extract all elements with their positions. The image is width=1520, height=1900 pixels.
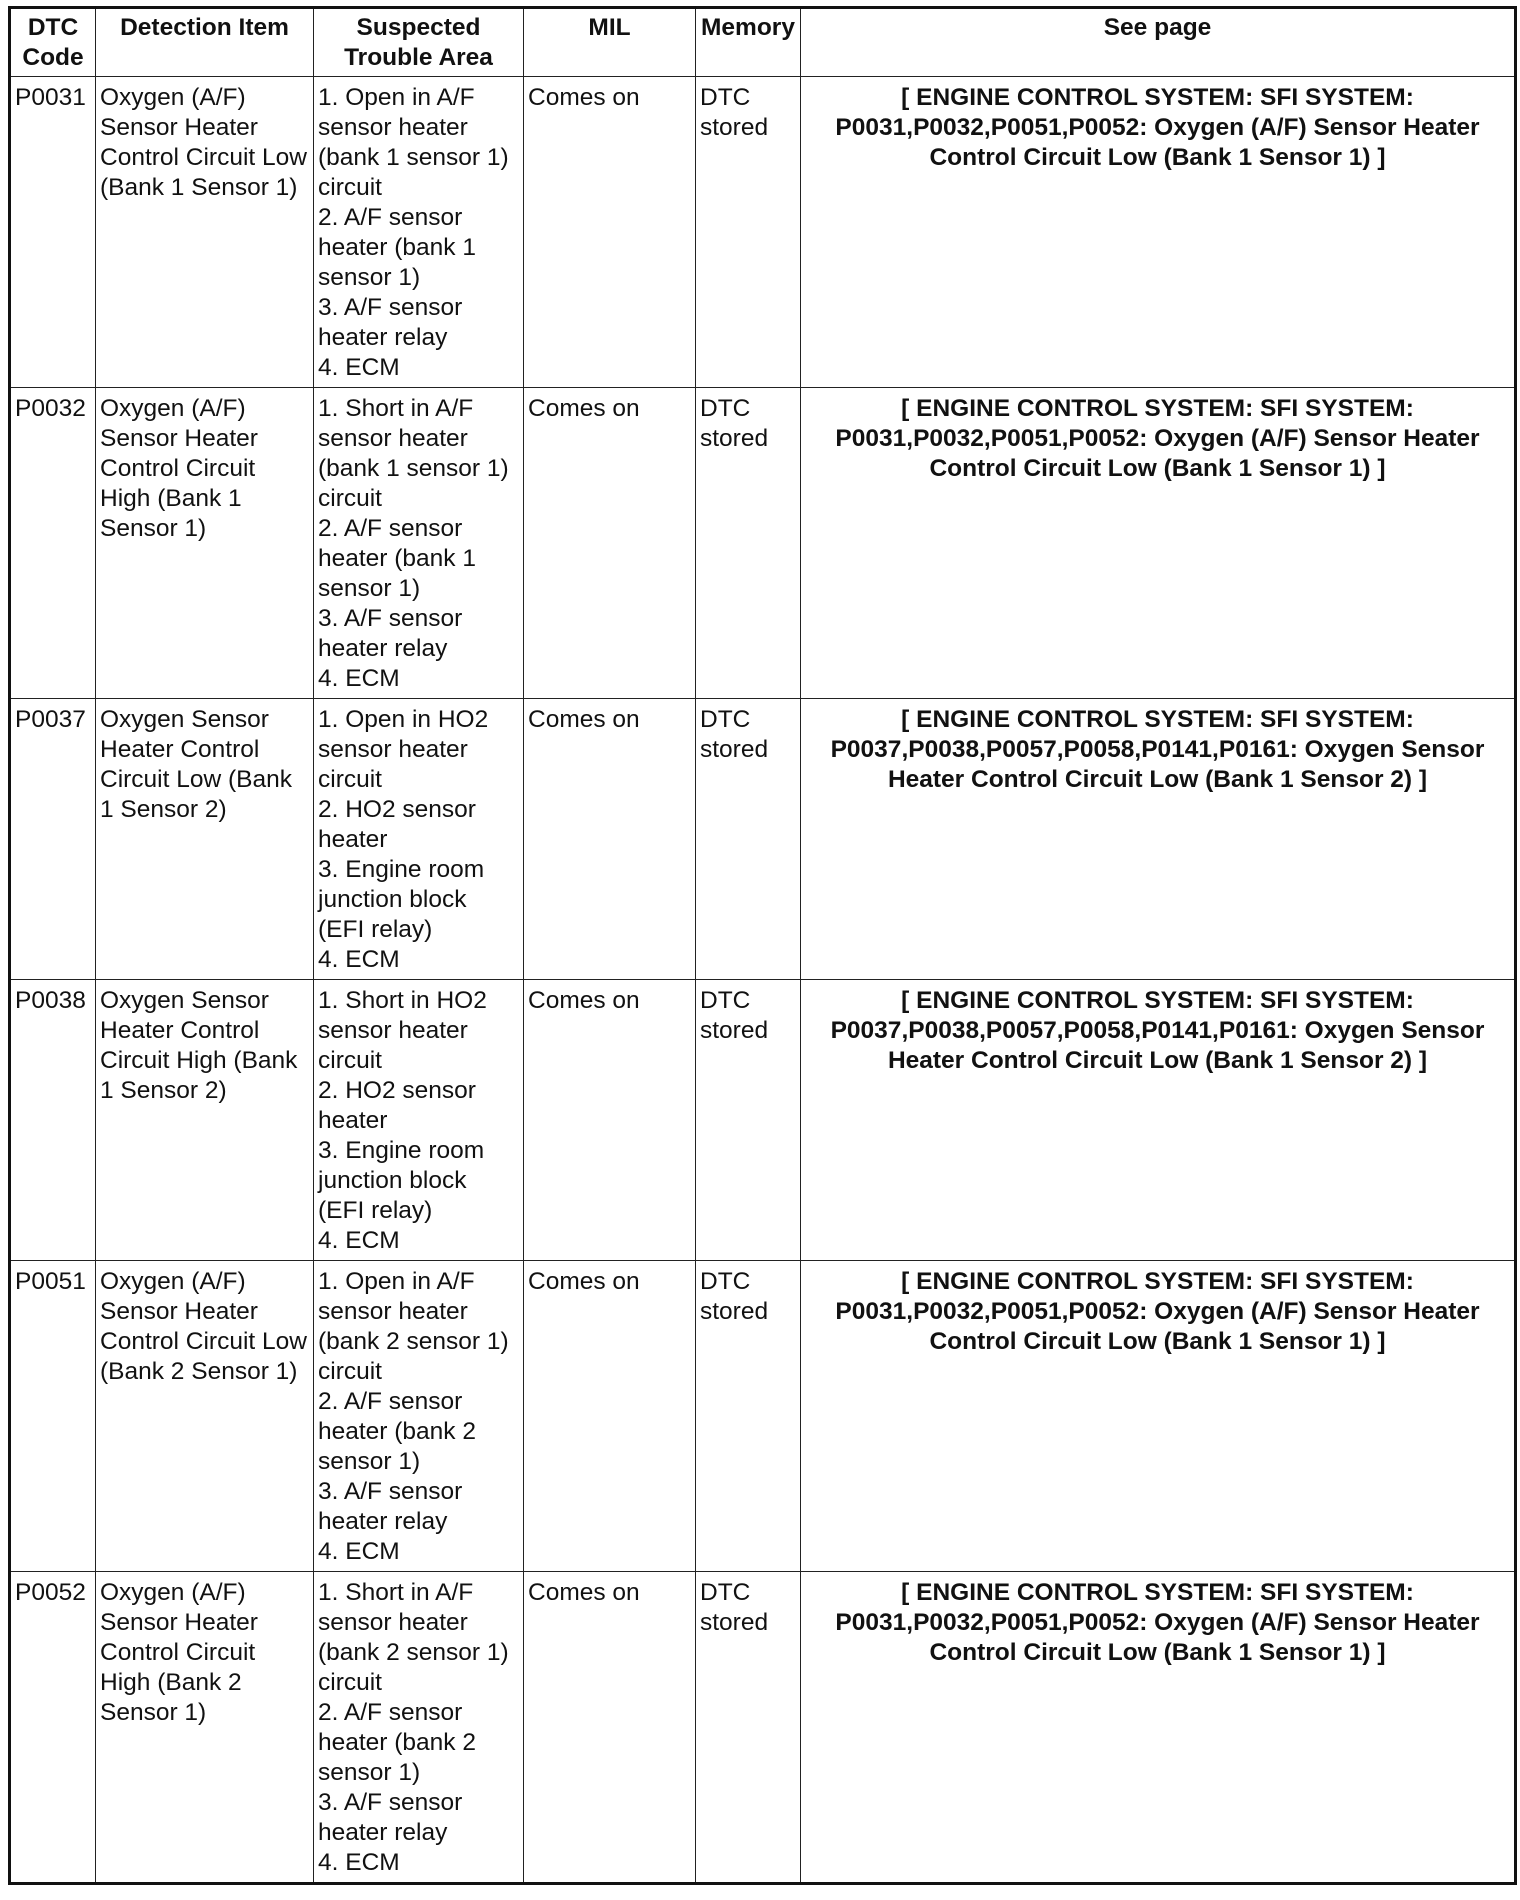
- table-row: [10, 980, 1516, 1261]
- dtc-table: [8, 6, 1517, 1885]
- memory-cell: DTC stored: [696, 77, 801, 388]
- suspected-trouble-area-cell: [314, 1261, 524, 1572]
- memory-cell: DTC stored: [696, 1261, 801, 1572]
- trouble-item: 3. A/F sensor heater relay: [318, 294, 463, 351]
- detection-item-cell: Oxygen (A/F) Sensor Heater Control Circuit High (Bank 2 Sensor 1): [96, 1572, 314, 1884]
- table-row: [10, 388, 1516, 699]
- trouble-item: 3. A/F sensor heater relay: [318, 1789, 463, 1846]
- detection-item-cell: Oxygen (A/F) Sensor Heater Control Circuit Low (Bank 1 Sensor 1): [96, 77, 314, 388]
- table-row: [10, 699, 1516, 980]
- table-header-row: [10, 8, 1516, 77]
- table-row: [10, 1261, 1516, 1572]
- header-detection-item: Detection Item: [96, 8, 314, 77]
- trouble-item: 3. A/F sensor heater relay: [318, 1478, 463, 1535]
- suspected-trouble-area-cell: [314, 980, 524, 1261]
- trouble-item: 2. A/F sensor heater (bank 1 sensor 1): [318, 204, 476, 291]
- trouble-item: 2. HO2 sensor heater: [318, 1077, 476, 1134]
- trouble-item: 3. Engine room junction block (EFI relay): [318, 1137, 485, 1224]
- trouble-item: 1. Open in A/F sensor heater (bank 2 sensor 1) circuit: [318, 1268, 509, 1385]
- suspected-trouble-area-cell: [314, 388, 524, 699]
- dtc-code-cell: P0031: [10, 77, 96, 388]
- mil-cell: Comes on: [524, 77, 696, 388]
- mil-cell: Comes on: [524, 1572, 696, 1884]
- memory-cell: DTC stored: [696, 980, 801, 1261]
- suspected-trouble-area-cell: [314, 699, 524, 980]
- table-row: [10, 1572, 1516, 1884]
- see-page-link[interactable]: [ ENGINE CONTROL SYSTEM: SFI SYSTEM: P0031,P0032,P0051,P0052: Oxygen (A/F) Sensor Heater Control Circuit Low (Bank 1 Sensor 1) ]: [801, 388, 1516, 699]
- memory-cell: DTC stored: [696, 388, 801, 699]
- see-page-link[interactable]: [ ENGINE CONTROL SYSTEM: SFI SYSTEM: P0037,P0038,P0057,P0058,P0141,P0161: Oxygen Sensor Heater Control Circuit Low (Bank 1 Sensor 2) ]: [801, 699, 1516, 980]
- trouble-item: 4. ECM: [318, 1538, 400, 1565]
- suspected-trouble-area-cell: [314, 77, 524, 388]
- trouble-item: 3. Engine room junction block (EFI relay): [318, 856, 485, 943]
- trouble-item: 4. ECM: [318, 354, 400, 381]
- see-page-link[interactable]: [ ENGINE CONTROL SYSTEM: SFI SYSTEM: P0031,P0032,P0051,P0052: Oxygen (A/F) Sensor Heater Control Circuit Low (Bank 1 Sensor 1) ]: [801, 1261, 1516, 1572]
- trouble-item: 4. ECM: [318, 946, 400, 973]
- trouble-item: 2. A/F sensor heater (bank 1 sensor 1): [318, 515, 476, 602]
- see-page-link[interactable]: [ ENGINE CONTROL SYSTEM: SFI SYSTEM: P0031,P0032,P0051,P0052: Oxygen (A/F) Sensor Heater Control Circuit Low (Bank 1 Sensor 1) ]: [801, 77, 1516, 388]
- trouble-item: 1. Short in A/F sensor heater (bank 1 sensor 1) circuit: [318, 395, 509, 512]
- header-see-page: See page: [801, 8, 1516, 77]
- dtc-code-cell: P0032: [10, 388, 96, 699]
- see-page-link[interactable]: [ ENGINE CONTROL SYSTEM: SFI SYSTEM: P0031,P0032,P0051,P0052: Oxygen (A/F) Sensor Heater Control Circuit Low (Bank 1 Sensor 1) ]: [801, 1572, 1516, 1884]
- dtc-code-cell: P0052: [10, 1572, 96, 1884]
- header-suspected-trouble-area: Suspected Trouble Area: [314, 8, 524, 77]
- suspected-trouble-area-cell: [314, 1572, 524, 1884]
- trouble-item: 4. ECM: [318, 1227, 400, 1254]
- mil-cell: Comes on: [524, 980, 696, 1261]
- trouble-item: 1. Short in HO2 sensor heater circuit: [318, 987, 487, 1074]
- table-row: [10, 77, 1516, 388]
- mil-cell: Comes on: [524, 1261, 696, 1572]
- header-dtc-code: DTC Code: [10, 8, 96, 77]
- trouble-item: 1. Short in A/F sensor heater (bank 2 sensor 1) circuit: [318, 1579, 509, 1696]
- memory-cell: DTC stored: [696, 1572, 801, 1884]
- trouble-item: 2. A/F sensor heater (bank 2 sensor 1): [318, 1388, 476, 1475]
- mil-cell: Comes on: [524, 388, 696, 699]
- dtc-code-cell: P0037: [10, 699, 96, 980]
- trouble-item: 4. ECM: [318, 665, 400, 692]
- dtc-code-cell: P0051: [10, 1261, 96, 1572]
- trouble-item: 2. HO2 sensor heater: [318, 796, 476, 853]
- detection-item-cell: Oxygen Sensor Heater Control Circuit Low (Bank 1 Sensor 2): [96, 699, 314, 980]
- header-memory: Memory: [696, 8, 801, 77]
- dtc-code-cell: P0038: [10, 980, 96, 1261]
- trouble-item: 1. Open in A/F sensor heater (bank 1 sensor 1) circuit: [318, 84, 509, 201]
- trouble-item: 1. Open in HO2 sensor heater circuit: [318, 706, 489, 793]
- mil-cell: Comes on: [524, 699, 696, 980]
- dtc-document: [8, 6, 1517, 1885]
- trouble-item: 4. ECM: [318, 1849, 400, 1876]
- memory-cell: DTC stored: [696, 699, 801, 980]
- see-page-link[interactable]: [ ENGINE CONTROL SYSTEM: SFI SYSTEM: P0037,P0038,P0057,P0058,P0141,P0161: Oxygen Sensor Heater Control Circuit Low (Bank 1 Sensor 2) ]: [801, 980, 1516, 1261]
- header-mil: MIL: [524, 8, 696, 77]
- detection-item-cell: Oxygen (A/F) Sensor Heater Control Circuit High (Bank 1 Sensor 1): [96, 388, 314, 699]
- trouble-item: 2. A/F sensor heater (bank 2 sensor 1): [318, 1699, 476, 1786]
- trouble-item: 3. A/F sensor heater relay: [318, 605, 463, 662]
- detection-item-cell: Oxygen Sensor Heater Control Circuit High (Bank 1 Sensor 2): [96, 980, 314, 1261]
- detection-item-cell: Oxygen (A/F) Sensor Heater Control Circuit Low (Bank 2 Sensor 1): [96, 1261, 314, 1572]
